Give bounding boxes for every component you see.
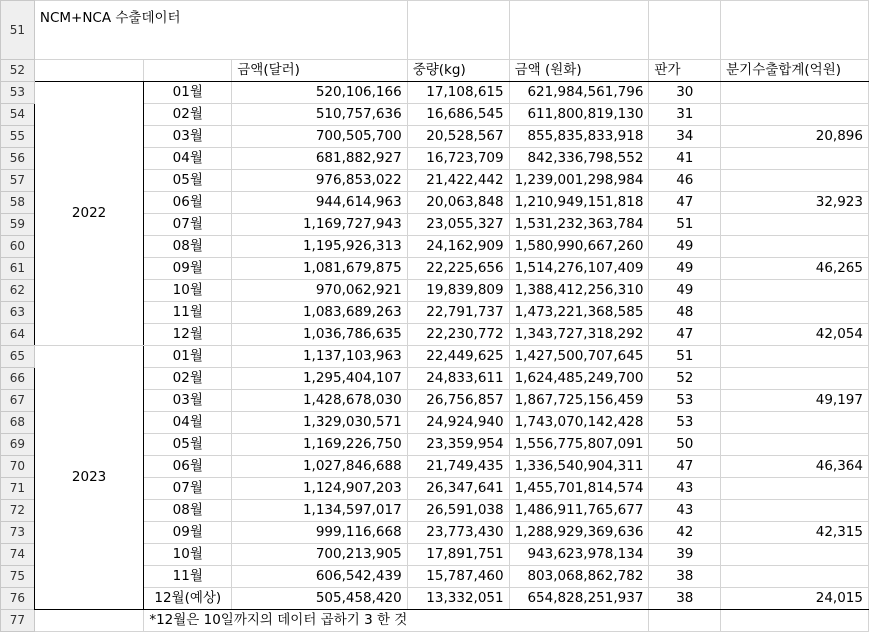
row-header[interactable]: 77 (1, 610, 35, 632)
quarter-total-cell[interactable] (721, 544, 869, 566)
weight-kg-cell[interactable]: 26,347,641 (407, 478, 509, 500)
usd-amount-cell[interactable]: 1,134,597,017 (232, 500, 407, 522)
month-cell[interactable]: 05월 (144, 170, 232, 192)
usd-amount-cell[interactable]: 1,169,226,750 (232, 434, 407, 456)
weight-kg-cell[interactable]: 24,833,611 (407, 368, 509, 390)
usd-amount-cell[interactable]: 1,137,103,963 (232, 346, 407, 368)
usd-amount-cell[interactable]: 1,036,786,635 (232, 324, 407, 346)
krw-amount-cell[interactable]: 855,835,833,918 (509, 126, 649, 148)
usd-amount-cell[interactable]: 970,062,921 (232, 280, 407, 302)
usd-amount-cell[interactable]: 520,106,166 (232, 82, 407, 104)
cell[interactable] (407, 1, 509, 60)
quarter-total-cell[interactable]: 49,197 (721, 390, 869, 412)
quarter-total-cell[interactable]: 46,364 (721, 456, 869, 478)
price-cell[interactable]: 48 (649, 302, 721, 324)
row-header[interactable]: 66 (1, 368, 35, 390)
weight-kg-cell[interactable]: 19,839,809 (407, 280, 509, 302)
month-cell[interactable]: 04월 (144, 148, 232, 170)
row-header[interactable]: 59 (1, 214, 35, 236)
quarter-total-cell[interactable] (721, 478, 869, 500)
krw-amount-cell[interactable]: 1,388,412,256,310 (509, 280, 649, 302)
price-cell[interactable]: 49 (649, 258, 721, 280)
row-header[interactable]: 69 (1, 434, 35, 456)
quarter-total-cell[interactable] (721, 236, 869, 258)
price-cell[interactable]: 51 (649, 214, 721, 236)
usd-amount-cell[interactable]: 1,124,907,203 (232, 478, 407, 500)
price-cell[interactable]: 50 (649, 434, 721, 456)
price-cell[interactable]: 31 (649, 104, 721, 126)
month-cell[interactable]: 12월(예상) (144, 588, 232, 610)
row-header[interactable]: 53 (1, 82, 35, 104)
row-header[interactable]: 73 (1, 522, 35, 544)
weight-kg-cell[interactable]: 15,787,460 (407, 566, 509, 588)
price-cell[interactable]: 53 (649, 412, 721, 434)
weight-kg-cell[interactable]: 20,063,848 (407, 192, 509, 214)
quarter-total-cell[interactable] (721, 170, 869, 192)
price-cell[interactable]: 53 (649, 390, 721, 412)
krw-amount-cell[interactable]: 943,623,978,134 (509, 544, 649, 566)
note-row (1, 610, 869, 632)
month-cell[interactable]: 06월 (144, 192, 232, 214)
cell[interactable] (34, 60, 143, 82)
row-header[interactable]: 75 (1, 566, 35, 588)
krw-amount-cell[interactable]: 1,867,725,156,459 (509, 390, 649, 412)
usd-amount-cell[interactable]: 1,295,404,107 (232, 368, 407, 390)
quarter-total-cell[interactable]: 42,054 (721, 324, 869, 346)
krw-amount-cell[interactable]: 1,556,775,807,091 (509, 434, 649, 456)
month-cell[interactable]: 11월 (144, 566, 232, 588)
quarter-total-cell[interactable] (721, 346, 869, 368)
weight-kg-cell[interactable]: 23,359,954 (407, 434, 509, 456)
price-cell[interactable]: 47 (649, 324, 721, 346)
krw-amount-cell[interactable]: 1,455,701,814,574 (509, 478, 649, 500)
weight-kg-cell[interactable]: 16,723,709 (407, 148, 509, 170)
month-cell[interactable]: 07월 (144, 214, 232, 236)
year-cell[interactable]: 2023 (34, 346, 143, 610)
header-row (1, 60, 869, 82)
header-quarter-total[interactable]: 분기수출합계(억원) (721, 60, 869, 82)
usd-amount-cell[interactable]: 510,757,636 (232, 104, 407, 126)
price-cell[interactable]: 49 (649, 236, 721, 258)
cell[interactable] (144, 60, 232, 82)
month-cell[interactable]: 03월 (144, 126, 232, 148)
row-header[interactable]: 64 (1, 324, 35, 346)
weight-kg-cell[interactable]: 22,791,737 (407, 302, 509, 324)
quarter-total-cell[interactable] (721, 434, 869, 456)
quarter-total-cell[interactable] (721, 368, 869, 390)
price-cell[interactable]: 49 (649, 280, 721, 302)
krw-amount-cell[interactable]: 654,828,251,937 (509, 588, 649, 610)
price-cell[interactable]: 47 (649, 456, 721, 478)
row-header[interactable]: 76 (1, 588, 35, 610)
table-row (1, 346, 869, 368)
month-cell[interactable]: 11월 (144, 302, 232, 324)
usd-amount-cell[interactable]: 700,505,700 (232, 126, 407, 148)
krw-amount-cell[interactable]: 1,473,221,368,585 (509, 302, 649, 324)
usd-amount-cell[interactable]: 1,329,030,571 (232, 412, 407, 434)
weight-kg-cell[interactable]: 13,332,051 (407, 588, 509, 610)
month-cell[interactable]: 01월 (144, 346, 232, 368)
krw-amount-cell[interactable]: 1,239,001,298,984 (509, 170, 649, 192)
month-cell[interactable]: 04월 (144, 412, 232, 434)
row-header[interactable]: 58 (1, 192, 35, 214)
usd-amount-cell[interactable]: 700,213,905 (232, 544, 407, 566)
header-krw[interactable]: 금액 (원화) (509, 60, 649, 82)
krw-amount-cell[interactable]: 1,288,929,369,636 (509, 522, 649, 544)
price-cell[interactable]: 43 (649, 500, 721, 522)
price-cell[interactable]: 51 (649, 346, 721, 368)
price-cell[interactable]: 38 (649, 566, 721, 588)
krw-amount-cell[interactable]: 1,531,232,363,784 (509, 214, 649, 236)
usd-amount-cell[interactable]: 1,081,679,875 (232, 258, 407, 280)
price-cell[interactable]: 30 (649, 82, 721, 104)
month-cell[interactable]: 01월 (144, 82, 232, 104)
quarter-total-cell[interactable] (721, 500, 869, 522)
quarter-total-cell[interactable]: 42,315 (721, 522, 869, 544)
quarter-total-cell[interactable] (721, 302, 869, 324)
quarter-total-cell[interactable] (721, 280, 869, 302)
weight-kg-cell[interactable]: 21,749,435 (407, 456, 509, 478)
row-header[interactable]: 71 (1, 478, 35, 500)
row-header[interactable]: 74 (1, 544, 35, 566)
month-cell[interactable]: 10월 (144, 280, 232, 302)
row-header[interactable]: 51 (1, 1, 35, 60)
quarter-total-cell[interactable] (721, 82, 869, 104)
cell[interactable] (649, 610, 721, 632)
krw-amount-cell[interactable]: 1,336,540,904,311 (509, 456, 649, 478)
weight-kg-cell[interactable]: 26,756,857 (407, 390, 509, 412)
usd-amount-cell[interactable]: 1,195,926,313 (232, 236, 407, 258)
krw-amount-cell[interactable]: 842,336,798,552 (509, 148, 649, 170)
weight-kg-cell[interactable]: 20,528,567 (407, 126, 509, 148)
quarter-total-cell[interactable]: 46,265 (721, 258, 869, 280)
weight-kg-cell[interactable]: 17,108,615 (407, 82, 509, 104)
krw-amount-cell[interactable]: 1,624,485,249,700 (509, 368, 649, 390)
usd-amount-cell[interactable]: 999,116,668 (232, 522, 407, 544)
quarter-total-cell[interactable]: 24,015 (721, 588, 869, 610)
cell[interactable] (34, 610, 143, 632)
price-cell[interactable]: 39 (649, 544, 721, 566)
note-cell[interactable]: *12월은 10일까지의 데이터 곱하기 3 한 것 (144, 610, 649, 632)
quarter-total-cell[interactable]: 32,923 (721, 192, 869, 214)
krw-amount-cell[interactable]: 1,427,500,707,645 (509, 346, 649, 368)
usd-amount-cell[interactable]: 505,458,420 (232, 588, 407, 610)
weight-kg-cell[interactable]: 22,449,625 (407, 346, 509, 368)
header-usd[interactable]: 금액(달러) (232, 60, 407, 82)
usd-amount-cell[interactable]: 606,542,439 (232, 566, 407, 588)
row-header[interactable]: 56 (1, 148, 35, 170)
price-cell[interactable]: 38 (649, 588, 721, 610)
usd-amount-cell[interactable]: 1,428,678,030 (232, 390, 407, 412)
usd-amount-cell[interactable]: 1,169,727,943 (232, 214, 407, 236)
month-cell[interactable]: 07월 (144, 478, 232, 500)
quarter-total-cell[interactable]: 20,896 (721, 126, 869, 148)
price-cell[interactable]: 46 (649, 170, 721, 192)
month-cell[interactable]: 05월 (144, 434, 232, 456)
price-cell[interactable]: 42 (649, 522, 721, 544)
cell[interactable] (649, 1, 721, 60)
row-header[interactable]: 67 (1, 390, 35, 412)
krw-amount-cell[interactable]: 1,343,727,318,292 (509, 324, 649, 346)
row-header[interactable]: 54 (1, 104, 35, 126)
row-header[interactable]: 70 (1, 456, 35, 478)
row-header[interactable]: 72 (1, 500, 35, 522)
quarter-total-cell[interactable] (721, 412, 869, 434)
sheet-title-cell[interactable]: NCM+NCA 수출데이터 (34, 1, 407, 60)
price-cell[interactable]: 52 (649, 368, 721, 390)
year-cell[interactable]: 2022 (34, 82, 143, 346)
weight-kg-cell[interactable]: 22,230,772 (407, 324, 509, 346)
price-cell[interactable]: 47 (649, 192, 721, 214)
usd-amount-cell[interactable]: 1,027,846,688 (232, 456, 407, 478)
header-kg[interactable]: 중량(kg) (407, 60, 509, 82)
quarter-total-cell[interactable] (721, 566, 869, 588)
weight-kg-cell[interactable]: 16,686,545 (407, 104, 509, 126)
usd-amount-cell[interactable]: 944,614,963 (232, 192, 407, 214)
month-cell[interactable]: 09월 (144, 258, 232, 280)
title-row (1, 1, 869, 60)
krw-amount-cell[interactable]: 1,486,911,765,677 (509, 500, 649, 522)
krw-amount-cell[interactable]: 803,068,862,782 (509, 566, 649, 588)
row-header[interactable]: 62 (1, 280, 35, 302)
krw-amount-cell[interactable]: 1,743,070,142,428 (509, 412, 649, 434)
month-cell[interactable]: 06월 (144, 456, 232, 478)
table-row (1, 82, 869, 104)
quarter-total-cell[interactable] (721, 104, 869, 126)
month-cell[interactable]: 03월 (144, 390, 232, 412)
usd-amount-cell[interactable]: 681,882,927 (232, 148, 407, 170)
usd-amount-cell[interactable]: 976,853,022 (232, 170, 407, 192)
weight-kg-cell[interactable]: 17,891,751 (407, 544, 509, 566)
row-header[interactable]: 60 (1, 236, 35, 258)
weight-kg-cell[interactable]: 21,422,442 (407, 170, 509, 192)
row-header[interactable]: 57 (1, 170, 35, 192)
cell[interactable] (721, 610, 869, 632)
quarter-total-cell[interactable] (721, 148, 869, 170)
row-header[interactable]: 63 (1, 302, 35, 324)
weight-kg-cell[interactable]: 26,591,038 (407, 500, 509, 522)
row-header[interactable]: 52 (1, 60, 35, 82)
cell[interactable] (509, 1, 649, 60)
month-cell[interactable]: 02월 (144, 104, 232, 126)
cell[interactable] (721, 1, 869, 60)
row-header[interactable]: 55 (1, 126, 35, 148)
weight-kg-cell[interactable]: 22,225,656 (407, 258, 509, 280)
quarter-total-cell[interactable] (721, 214, 869, 236)
month-cell[interactable]: 08월 (144, 500, 232, 522)
krw-amount-cell[interactable]: 1,210,949,151,818 (509, 192, 649, 214)
weight-kg-cell[interactable]: 23,773,430 (407, 522, 509, 544)
month-cell[interactable]: 02월 (144, 368, 232, 390)
row-header[interactable]: 68 (1, 412, 35, 434)
month-cell[interactable]: 12월 (144, 324, 232, 346)
price-cell[interactable]: 34 (649, 126, 721, 148)
usd-amount-cell[interactable]: 1,083,689,263 (232, 302, 407, 324)
month-cell[interactable]: 10월 (144, 544, 232, 566)
weight-kg-cell[interactable]: 24,162,909 (407, 236, 509, 258)
price-cell[interactable]: 43 (649, 478, 721, 500)
weight-kg-cell[interactable]: 24,924,940 (407, 412, 509, 434)
month-cell[interactable]: 08월 (144, 236, 232, 258)
row-header[interactable]: 61 (1, 258, 35, 280)
krw-amount-cell[interactable]: 1,514,276,107,409 (509, 258, 649, 280)
row-header[interactable]: 65 (1, 346, 35, 368)
header-price[interactable]: 판가 (649, 60, 721, 82)
krw-amount-cell[interactable]: 621,984,561,796 (509, 82, 649, 104)
month-cell[interactable]: 09월 (144, 522, 232, 544)
krw-amount-cell[interactable]: 1,580,990,667,260 (509, 236, 649, 258)
weight-kg-cell[interactable]: 23,055,327 (407, 214, 509, 236)
krw-amount-cell[interactable]: 611,800,819,130 (509, 104, 649, 126)
price-cell[interactable]: 41 (649, 148, 721, 170)
